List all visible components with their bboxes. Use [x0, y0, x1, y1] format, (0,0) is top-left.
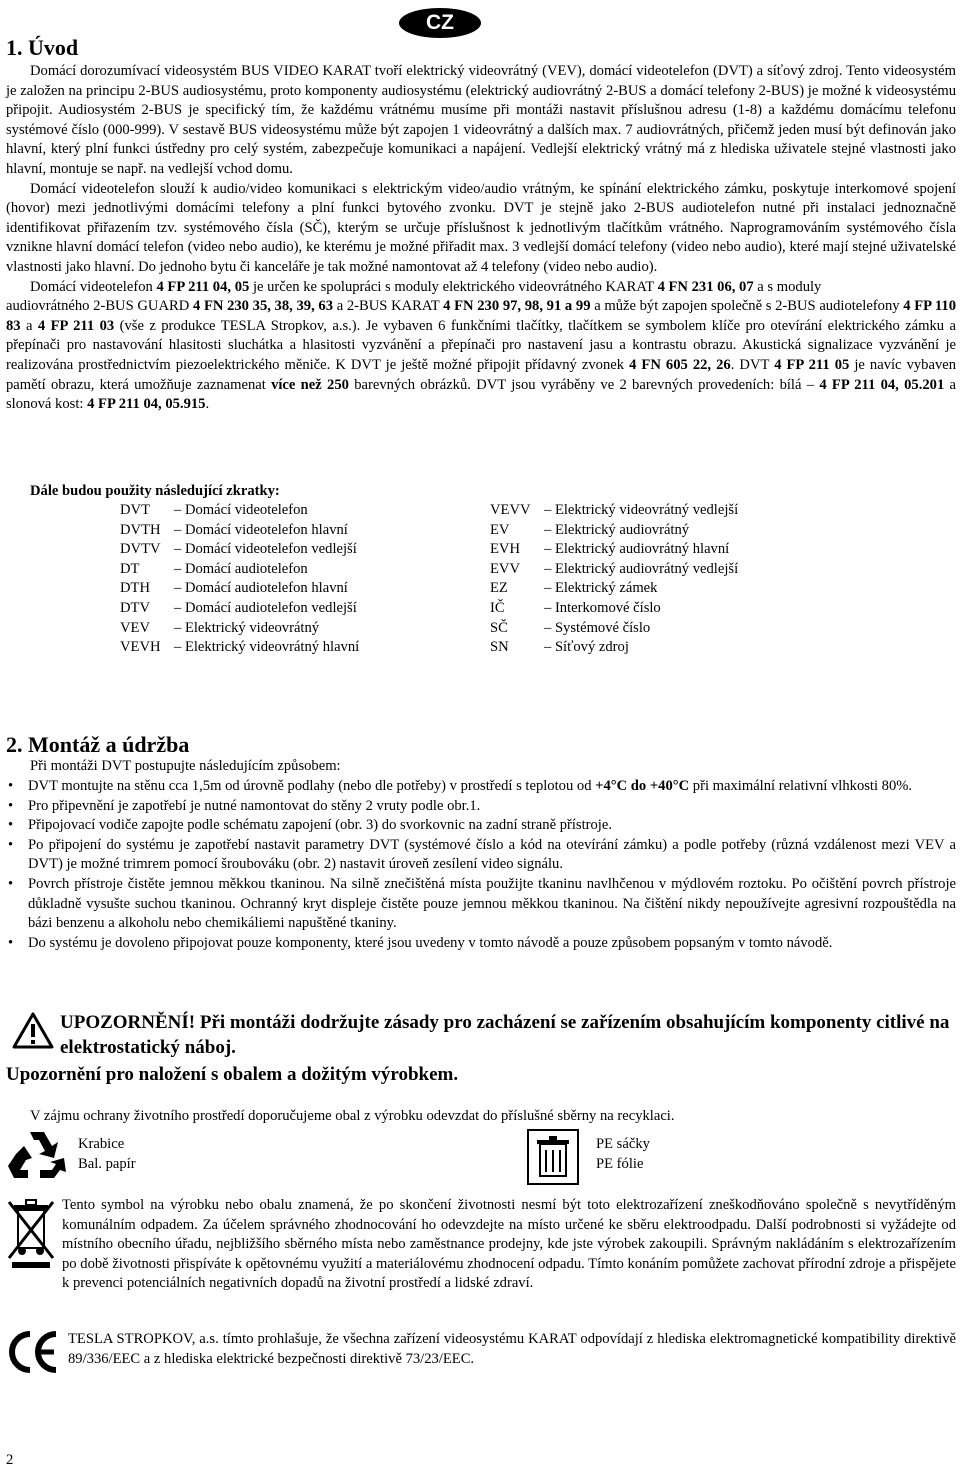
list-item: • DVT montujte na stěnu cca 1,5m od úrovně podlahy (nebo dle potřeby) v prostředí s teplotou od +4°C do +40°C při maximální relativní vlhkosti 80%.	[6, 777, 956, 797]
abbr-row: SČ – Systémové číslo	[490, 619, 651, 636]
weee-disposal-paragraph: Tento symbol na výrobku nebo obalu znamená, že po skončení životnosti nesmí být toto elektrozařízení zneškodňováno společně s nevytříděným komunálním odpadem. Za účelem správného zhodnocování ho odevzdejte na místo určené ke sběru elektroodpadu. Další podrobnosti si vyžádejte od místního obecního úřadu, nejbližšího sběrného místa nebo zaměstnance prodejny, kde jste výrobek zakoupili. Správným nakládáním s elektrozařízením po době životnosti přispíváte k opětovnému využití a materiálovému zhodnocení odpadu. Tímto konáním pomůžete zachovat přírodní zdroje a přispějete k prevenci potenciálních negativních dopadů na životní prostředí a lidské zdraví.	[62, 1197, 956, 1292]
abbreviations-title: Dále budou použity následující zkratky:	[30, 483, 280, 499]
section-2-title: 2. Montáž a údržba	[6, 732, 190, 757]
abbr-row: EVV – Elektrický audiovrátný vedlejší	[490, 560, 739, 577]
intro-paragraph-3: Domácí videotelefon 4 FP 211 04, 05 je určen ke spolupráci s moduly elektrického videovrátného KARAT 4 FN 231 06, 07 a s moduly audiovrátného 2-BUS GUARD 4 FN 230 35, 38, 39, 63 a 2-BUS KARAT 4 FN 230 97, 98, 91 a 99 a může být zapojen společně s 2-BUS audiotelefony 4 FP 110 83 a 4 FP 211 03 (vše z produkce TESLA Stropkov, a.s.). Je vybaven 6 funkčními tlačítky, tlačítkem se symbolem klíče pro otevírání elektrického zámku a přepínači pro nastavování hlasitosti sluchátka a hlasitosti vyzvánění a přepínači pro nastavení jasu a kontrastu obrazu. Akustická signalizace vyzvánění je realizována prostřednictvím piezoelektrického měniče. K DVT je ještě možné připojit přídavný zvonek 4 FN 605 22, 26. DVT 4 FP 211 05 je navíc vybaven pamětí obrazu, která umožňuje zaznamenat více než 250 barevných obrázků. DVT jsou vyráběny ve 2 barevných provedeních: bílá – 4 FP 211 04, 05.201 a slonová kost: 4 FP 211 04, 05.915.	[6, 278, 957, 413]
recycling-paragraph: V zájmu ochrany životního prostředí doporučujeme obal z výrobku odevzdat do příslušné sběrny na recyklaci.	[30, 1108, 675, 1124]
recycle-icon	[6, 1128, 68, 1182]
trash-bin-icon	[526, 1128, 580, 1186]
ce-mark-icon	[6, 1330, 62, 1374]
abbr-row: DVTV – Domácí videotelefon vedlejší	[120, 541, 357, 558]
abbr-row: EVH – Elektrický audiovrátný hlavní	[490, 541, 730, 558]
abbr-row: VEVH – Elektrický videovrátný hlavní	[120, 639, 360, 656]
abbr-row: IČ – Interkomové číslo	[490, 599, 661, 616]
abbreviations-right	[490, 501, 738, 658]
list-item: PE sáčky	[596, 1136, 650, 1152]
abbr-row: DVT – Domácí videotelefon	[120, 502, 308, 518]
plastic-packaging-list	[596, 1134, 650, 1174]
abbr-row: DVTH – Domácí videotelefon hlavní	[120, 521, 348, 538]
list-item: • Po připojení do systému je zapotřebí nastavit parametry DVT (systémové číslo a kód na otevírání zámku) a podle potřeby (různá vzdálenost mezi VEV a DVT) je možné trimrem pomocí šroubováku (obr. 2) nastavit úroveň zesílení video signálu.	[6, 836, 956, 875]
section-1-title: 1. Úvod	[6, 35, 79, 60]
intro-paragraph-1: Domácí dorozumívací videosystém BUS VIDEO KARAT tvoří elektrický videovrátný (VEV), domácí videotelefon (DVT) a síťový zdroj. Tento videosystém je založen na principu 2-BUS audiosystému, proto komponenty audiosystému (elektrický audiovrátný 2-BUS a domácí telefony 2-BUS) je možné k videosystému připojit. Audiosystém 2-BUS je specifický tím, že každému vrátnému musíme při montáži nastavit příslušnou adresu (1-8) a každému domácímu telefonu systémové číslo (000-999). V sestavě BUS videosystému může být zapojen 1 videovrátný a dalších max. 7 audiovrátných, přičemž jeden musí být definován jako hlavní, který plní funkci ústředny pro celý systém, zabezpečuje komunikaci a napájení. Vedlejší elektrický vrátný má z hlediska uživatele stejné vlastnosti jako hlavní, montuje se např. na vedlejší vchod domu.	[6, 63, 956, 177]
warning-triangle-icon	[12, 1012, 54, 1050]
list-item: Bal. papír	[78, 1156, 136, 1172]
abbr-row: DTH – Domácí audiotelefon hlavní	[120, 580, 348, 597]
list-item: • Do systému je dovoleno připojovat pouze komponenty, které jsou uvedeny v tomto návodě a pouze způsobem popsaným v tomto návodě.	[6, 934, 956, 954]
section-2-intro: Při montáži DVT postupujte následujícím způsobem:	[30, 758, 341, 774]
disposal-notice-title: Upozornění pro naložení s obalem a dožitým výrobkem.	[6, 1064, 459, 1085]
abbr-row: SN – Síťový zdroj	[490, 639, 629, 656]
abbreviations-left	[120, 501, 359, 658]
abbr-row: EZ – Elektrický zámek	[490, 580, 658, 597]
abbr-row: EV – Elektrický audiovrátný	[490, 521, 690, 538]
section-1-body	[6, 62, 956, 415]
list-item: Krabice	[78, 1136, 125, 1152]
page-number: 2	[6, 1452, 14, 1468]
list-item: PE fólie	[596, 1156, 644, 1172]
abbr-row: DT – Domácí audiotelefon	[120, 560, 308, 577]
esd-warning: UPOZORNĚNÍ! Při montáži dodržujte zásady pro zacházení se zařízením obsahujícím komponenty citlivé na elektrostatický náboj.	[60, 1012, 950, 1058]
abbr-row: VEVV – Elektrický videovrátný vedlejší	[490, 502, 739, 518]
installation-steps	[6, 777, 956, 953]
intro-paragraph-2: Domácí videotelefon slouží k audio/video komunikaci s elektrickým video/audio vrátným, ke spínání elektrického zámku, poskytuje interkomové spojení (hovor) mezi jednotlivými domácími telefony a plní funkci bytového zvonku. DVT je stejně jako 2-BUS audiotelefon nutné při instalaci jednoznačně identifikovat přiřazením tzv. systémového čísla (SČ), kterým se určuje příslušnost k jednotlivým tlačítkům vrátného. Naprogramováním systémového čísla vznikne hlavní domácí telefon (video nebo audio), ke kterému je možné přiřadit max. 3 vedlejší domácí telefony (video nebo audio), které mají stejné uživatelské vlastnosti jako hlavní. Do jednoho bytu či kanceláře je tak možné namontovat až 4 telefony (video nebo audio).	[6, 180, 956, 275]
language-badge: CZ	[399, 8, 481, 38]
abbr-row: VEV – Elektrický videovrátný	[120, 619, 320, 636]
ce-declaration: TESLA STROPKOV, a.s. tímto prohlašuje, že všechna zařízení videosystému KARAT odpovídají z hlediska elektromagnetické kompatibility direktivě 89/336/EEC a z hlediska elektrické bezpečnosti direktivě 73/23/EEC.	[68, 1331, 956, 1367]
crossed-out-bin-icon	[6, 1196, 56, 1270]
list-item: • Připojovací vodiče zapojte podle schématu zapojení (obr. 3) do svorkovnic na zadní straně přístroje.	[6, 816, 956, 836]
paper-packaging-list	[78, 1134, 136, 1174]
list-item: • Povrch přístroje čistěte jemnou měkkou tkaninou. Na silně znečištěná místa použijte tkaninu navlhčenou v mýdlovém roztoku. Po očištění povrch přístroje důkladně vysušte suchou tkaninou. Ochranný kryt displeje čistěte pouze jemnou měkkou tkaninou. Na čištění nikdy nepoužívejte agresivní rozpouštědla na bázi benzenu a alkoholu nebo chemikáliemi napuštěné tkaniny.	[6, 875, 956, 934]
list-item: • Pro připevnění je zapotřebí je nutné namontovat do stěny 2 vruty podle obr.1.	[6, 797, 956, 817]
abbr-row: DTV – Domácí audiotelefon vedlejší	[120, 599, 357, 616]
